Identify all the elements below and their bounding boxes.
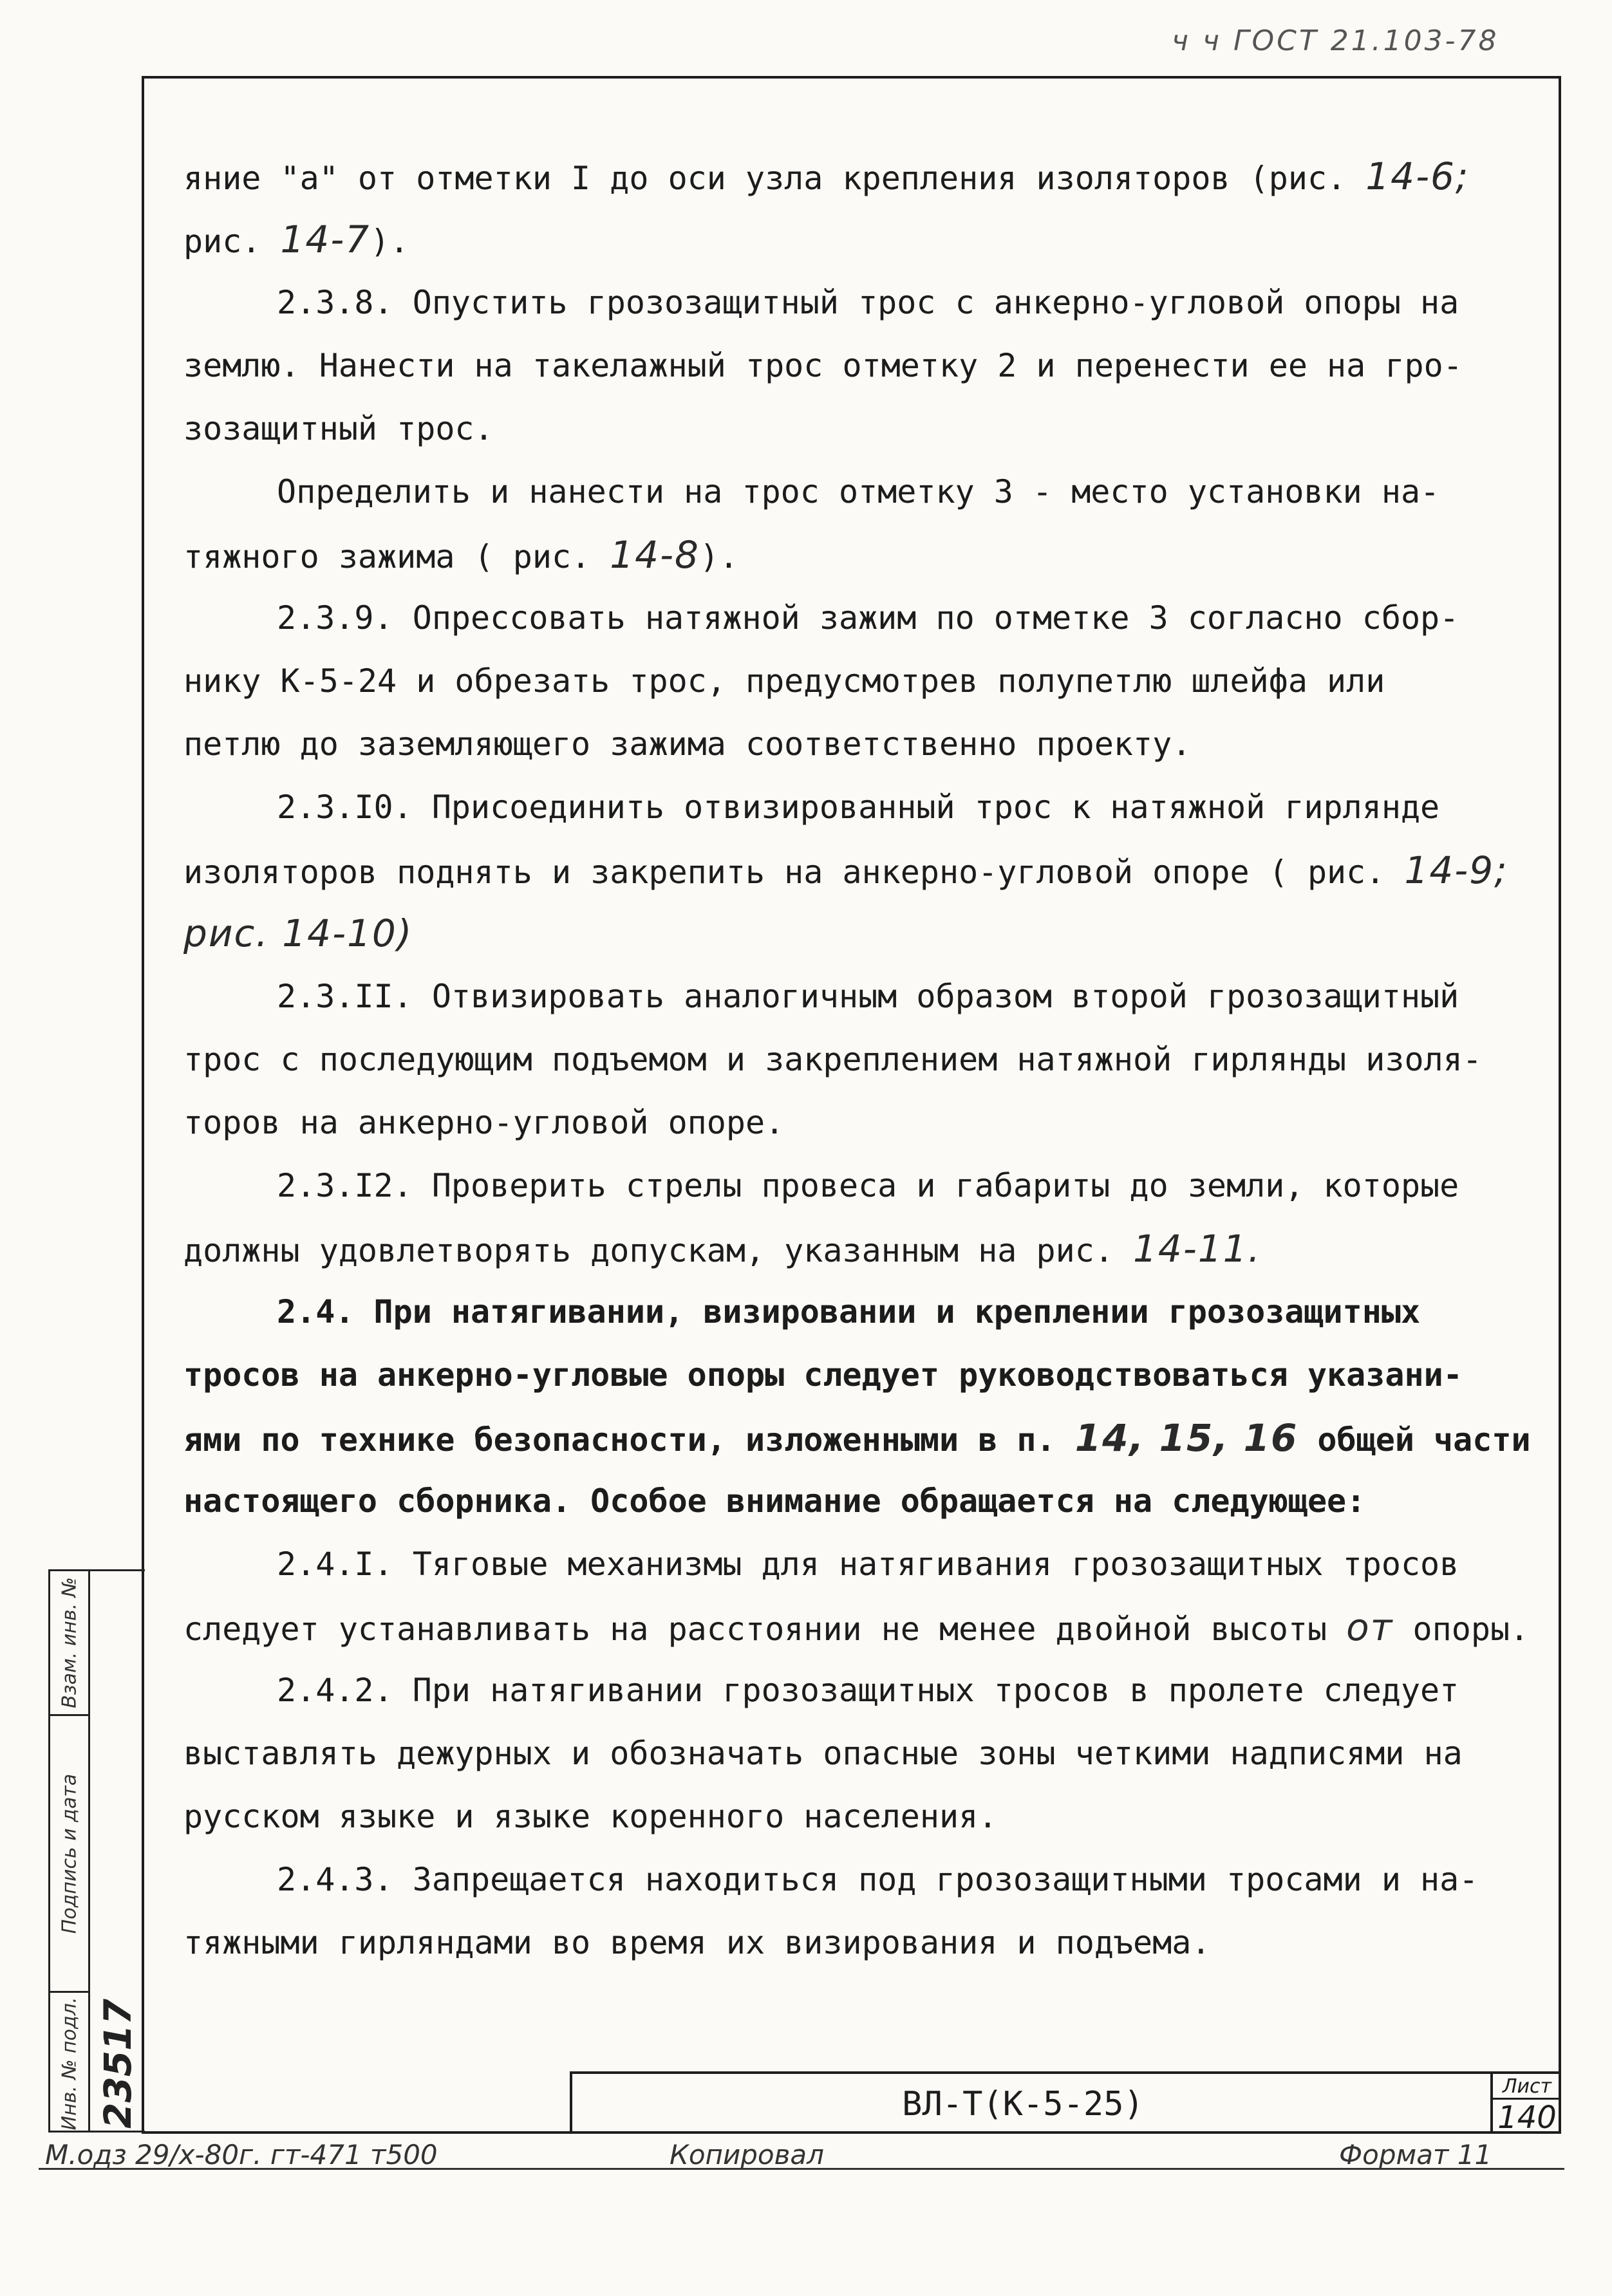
body-line-tail: ). [699, 538, 739, 575]
body-line [183, 839, 1529, 902]
handwritten-reference: 14-8 [610, 533, 700, 577]
body-line [183, 965, 1529, 1028]
body-line [183, 1596, 1529, 1659]
body-line-text: следует устанавливать на расстоянии не менее двойной высоты [183, 1610, 1347, 1648]
body-line [183, 1217, 1529, 1280]
body-line-text: 2.4.I. Тяговые механизмы для натягивания грозозащитных тросов [277, 1545, 1459, 1583]
body-line [183, 1722, 1529, 1785]
handwritten-reference: рис. 14-10) [183, 911, 413, 955]
body-line [183, 776, 1529, 839]
body-line-text: тяжными гирляндами во время их визирования и подъема. [183, 1924, 1211, 1961]
body-line-text: рис. [183, 223, 281, 260]
body-line-text: русском языке и языке коренного населения. [183, 1798, 998, 1835]
footer-format: Формат 11 [1339, 2139, 1492, 2170]
body-line [183, 1659, 1529, 1722]
body-line-text: 2.3.I0. Присоединить отвизированный трос к натяжной гирлянде [277, 789, 1440, 826]
body-line [183, 208, 1529, 271]
footer [0, 2134, 1612, 2179]
body-line-text: зозащитный трос. [183, 410, 494, 447]
body-line [183, 649, 1529, 713]
body-line-text: трос с последующим подъемом и закреплением натяжной гирлянды изоля- [183, 1041, 1482, 1078]
body-line [183, 460, 1529, 523]
side-stamp-values-column [90, 1571, 145, 2131]
body-line-text: настоящего сборника. Особое внимание обращается на следующее: [183, 1482, 1366, 1520]
body-line-text: 2.3.II. Отвизировать аналогичным образом второй грозозащитный [277, 978, 1459, 1015]
sign-date-label: Подпись и дата [58, 1773, 80, 1934]
body-line-text: 2.3.8. Опустить грозозащитный трос с анкерно-угловой опоры на [277, 284, 1459, 321]
sheet-label: Лист [1493, 2074, 1561, 2100]
body-line [183, 1280, 1529, 1343]
sheet-number: 140 [1497, 2100, 1557, 2136]
body-line [183, 1911, 1529, 1974]
body-line-text: изоляторов поднять и закрепить на анкерно-угловой опоре ( рис. [183, 854, 1405, 891]
body-line-text: ями по технике безопасности, изложенными в п. [183, 1421, 1075, 1459]
body-line-text: должны удовлетворять допускам, указанным на рис. [183, 1232, 1134, 1269]
handwritten-reference: 14-9; [1404, 848, 1508, 892]
handwritten-reference: 14-11. [1133, 1227, 1262, 1271]
body-line-text: 2.3.9. Опрессовать натяжной зажим по отметке 3 согласно сбор- [277, 599, 1459, 637]
side-stamp-labels-column [50, 1571, 90, 2131]
body-line [183, 586, 1529, 649]
title-block [570, 2071, 1561, 2134]
handwritten-reference: от [1346, 1605, 1394, 1649]
body-line-text: нику К-5-24 и обрезать трос, предусмотрев полупетлю шлейфа или [183, 662, 1385, 700]
top-right-standard-mark: ч ч ГОСТ 21.103-78 [1172, 24, 1499, 57]
body-line [183, 1343, 1529, 1406]
swap-inv-cell [50, 1571, 88, 1716]
body-line-tail: ). [370, 223, 409, 260]
side-stamp [48, 1569, 145, 2133]
body-line [183, 1028, 1529, 1091]
body-text [183, 145, 1529, 1974]
footer-order-info: М.одз 29/х-80г. гт-471 т500 [45, 2139, 438, 2170]
body-line [183, 397, 1529, 460]
body-line-text: 2.4.3. Запрещается находиться под грозозащитными тросами и на- [277, 1861, 1479, 1898]
body-line-text: тросов на анкерно-угловые опоры следует руководствоваться указани- [183, 1356, 1463, 1394]
inv-number: 23517 [95, 1999, 140, 2129]
inv-label: Инв. № подл. [58, 1997, 80, 2131]
body-line-text: 2.4. При натягивании, визировании и креплении грозозащитных [277, 1293, 1421, 1330]
body-line-tail: опоры. [1393, 1610, 1530, 1648]
body-line [183, 713, 1529, 776]
body-line-text: петлю до заземляющего зажима соответственно проекту. [183, 725, 1192, 763]
body-line [183, 523, 1529, 586]
inv-label-cell [50, 1993, 88, 2134]
document-code: ВЛ-Т(К-5-25) [902, 2084, 1144, 2123]
body-line [183, 1533, 1529, 1596]
body-line [183, 1785, 1529, 1848]
inv-number-cell [90, 1993, 145, 2134]
footer-rule [39, 2168, 1564, 2170]
sheet-box [1490, 2074, 1561, 2134]
body-line [183, 145, 1529, 208]
body-line-text: 2.4.2. При натягивании грозозащитных тросов в пролете следует [277, 1672, 1459, 1709]
body-line-text: Определить и нанести на трос отметку 3 - место установки на- [277, 473, 1440, 510]
body-line [183, 271, 1529, 334]
body-line [183, 1091, 1529, 1154]
body-line-text: выставлять дежурных и обозначать опасные зоны четкими надписями на [183, 1735, 1463, 1772]
footer-copied-by: Копировал [670, 2139, 824, 2170]
body-line [183, 334, 1529, 397]
handwritten-reference: 14-6; [1365, 154, 1470, 198]
body-line-text: 2.3.I2. Проверить стрелы провеса и габариты до земли, которые [277, 1167, 1459, 1204]
handwritten-reference: 14-7 [280, 218, 371, 261]
body-line-text: яние "а" от отметки I до оси узла крепления изоляторов (рис. [183, 160, 1366, 197]
body-line-tail: общей части [1298, 1421, 1531, 1459]
handwritten-reference: 14, 15, 16 [1074, 1416, 1298, 1460]
body-line [183, 1470, 1529, 1533]
body-line [183, 1848, 1529, 1911]
body-line [183, 902, 1529, 965]
body-line-text: землю. Нанести на такелажный трос отметку 2 и перенести ее на гро- [183, 347, 1463, 384]
body-line-text: тяжного зажима ( рис. [183, 538, 610, 575]
sign-date-cell [50, 1716, 88, 1993]
body-line-text: торов на анкерно-угловой опоре. [183, 1104, 785, 1141]
body-line [183, 1154, 1529, 1217]
body-line [183, 1406, 1529, 1470]
swap-inv-label: Взам. инв. № [58, 1577, 80, 1708]
